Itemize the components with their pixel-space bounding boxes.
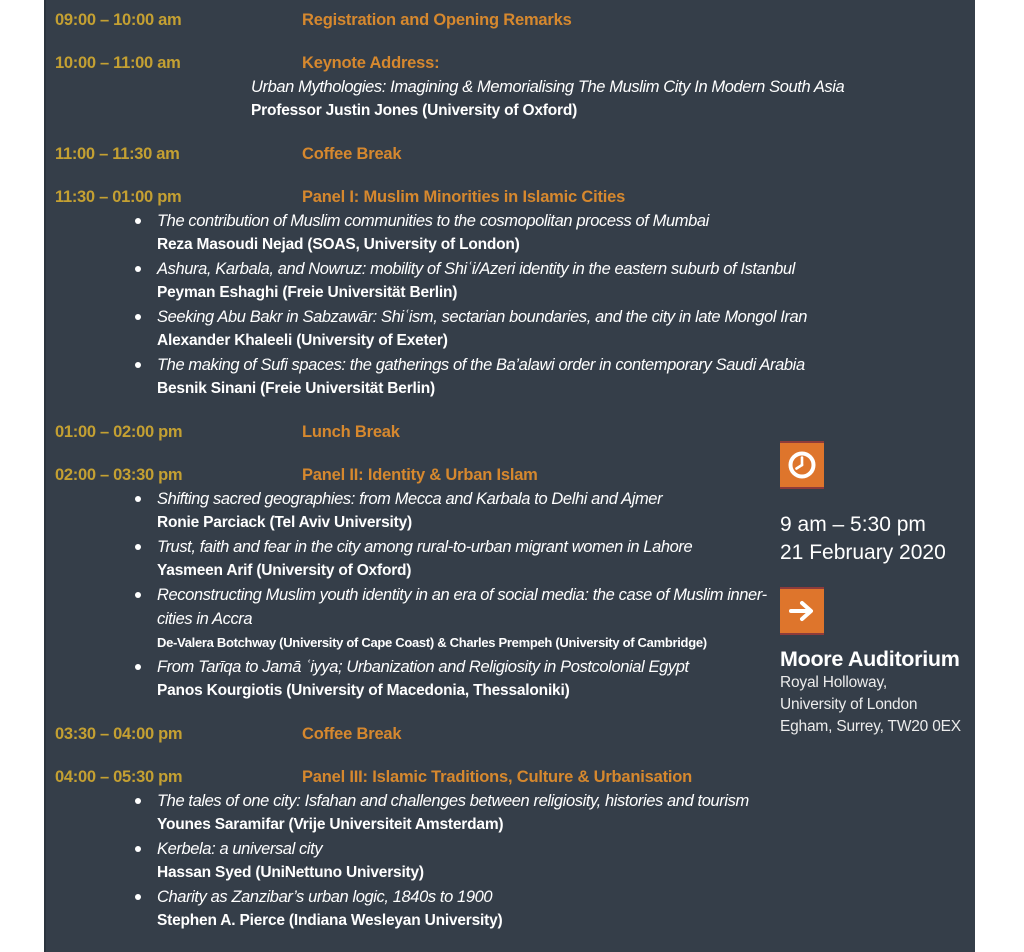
talk-speaker: Reza Masoudi Nejad (SOAS, University of London) — [157, 236, 520, 253]
venue-address-line: Royal Holloway, — [780, 674, 887, 691]
schedule-block-registration — [55, 8, 975, 32]
session-title: Panel III: Islamic Traditions, Culture & Urbanisation — [302, 768, 693, 786]
schedule-row — [55, 420, 975, 444]
event-info-sidebar — [780, 443, 980, 738]
panel-item — [133, 837, 975, 885]
session-time: 02:00 – 03:30 pm — [55, 466, 183, 484]
talk-speaker: Yasmeen Arif (University of Oxford) — [157, 562, 412, 579]
talk-speaker: Peyman Eshaghi (Freie Universität Berlin) — [157, 284, 458, 301]
schedule-row — [55, 142, 975, 166]
schedule-block-panel-3 — [55, 765, 975, 933]
keynote-details — [251, 75, 975, 123]
session-time: 09:00 – 10:00 am — [55, 11, 182, 29]
clock-icon — [780, 443, 824, 487]
talk-title: Reconstructing Muslim youth identity in an era of social media: the case of Muslim inner-cities in Accra — [157, 586, 767, 628]
talk-title: From Tarīqa to Jamā ʿiyya; Urbanization and Religiosity in Postcolonial Egypt — [157, 658, 689, 676]
talk-speaker: Younes Saramifar (Vrije Universiteit Amsterdam) — [157, 816, 504, 833]
talk-speaker: Alexander Khaleeli (University of Exeter) — [157, 332, 448, 349]
schedule-panel — [44, 0, 975, 952]
talk-title: The contribution of Muslim communities to the cosmopolitan process of Mumbai — [157, 212, 709, 230]
talk-title: Seeking Abu Bakr in Sabzawār: Shiʿism, sectarian boundaries, and the city in late Mongol Iran — [157, 308, 808, 326]
panel-item — [133, 885, 975, 933]
talk-title: Kerbela: a universal city — [157, 840, 323, 858]
schedule-row — [55, 51, 975, 75]
session-time: 03:30 – 04:00 pm — [55, 725, 183, 743]
arrow-right-icon — [780, 589, 824, 633]
schedule-block-coffee-1 — [55, 142, 975, 166]
talk-title: The making of Sufi spaces: the gatherings of the Ba’alawi order in contemporary Saudi Arabia — [157, 356, 805, 374]
talk-title: Ashura, Karbala, and Nowruz: mobility of Shiʿi/Azeri identity in the eastern suburb of Istanbul — [157, 260, 795, 278]
session-title: Coffee Break — [302, 725, 402, 743]
venue-address-line: University of London — [780, 696, 918, 713]
schedule-block-keynote — [55, 51, 975, 123]
talk-title: Urban Mythologies: Imagining & Memorialising The Muslim City In Modern South Asia — [251, 78, 845, 96]
panel-item — [133, 209, 975, 257]
talk-speaker: Hassan Syed (UniNettuno University) — [157, 864, 424, 881]
panel-item — [133, 257, 975, 305]
venue-name: Moore Auditorium — [780, 647, 960, 671]
schedule-block-lunch — [55, 420, 975, 444]
talk-title: Shifting sacred geographies: from Mecca and Karbala to Delhi and Ajmer — [157, 490, 663, 508]
talk-title: Charity as Zanzibar’s urban logic, 1840s to 1900 — [157, 888, 493, 906]
talk-speaker: Besnik Sinani (Freie Universität Berlin) — [157, 380, 435, 397]
panel-3-items — [55, 789, 975, 933]
event-date: 21 February 2020 — [780, 541, 946, 564]
session-title: Panel II: Identity & Urban Islam — [302, 466, 538, 484]
session-time: 04:00 – 05:30 pm — [55, 768, 183, 786]
session-time: 01:00 – 02:00 pm — [55, 423, 183, 441]
panel-1-items — [55, 209, 975, 401]
talk-speaker: Ronie Parciack (Tel Aviv University) — [157, 514, 412, 531]
talk-speaker: Stephen A. Pierce (Indiana Wesleyan University) — [157, 912, 503, 929]
session-time: 11:30 – 01:00 pm — [55, 188, 182, 206]
talk-title: Trust, faith and fear in the city among rural-to-urban migrant women in Lahore — [157, 538, 693, 556]
schedule-row — [55, 765, 975, 789]
session-title: Lunch Break — [302, 423, 400, 441]
event-time-range: 9 am – 5:30 pm — [780, 513, 926, 536]
session-time: 11:00 – 11:30 am — [55, 145, 180, 163]
talk-speaker: Panos Kourgiotis (University of Macedonia, Thessaloniki) — [157, 682, 570, 699]
schedule-row — [55, 8, 975, 32]
session-title: Coffee Break — [302, 145, 402, 163]
session-title: Keynote Address: — [302, 54, 440, 72]
talk-title: The tales of one city: Isfahan and challenges between religiosity, histories and tourism — [157, 792, 749, 810]
schedule-row — [55, 185, 975, 209]
panel-item — [133, 789, 975, 837]
venue-address-line: Egham, Surrey, TW20 0EX — [780, 718, 961, 735]
panel-item — [133, 305, 975, 353]
session-title: Registration and Opening Remarks — [302, 11, 572, 29]
panel-item — [133, 353, 975, 401]
talk-speaker: Professor Justin Jones (University of Oxford) — [251, 102, 578, 119]
talk-speaker: De-Valera Botchway (University of Cape Coast) & Charles Prempeh (University of Cambridge) — [157, 635, 707, 650]
session-time: 10:00 – 11:00 am — [55, 54, 181, 72]
schedule-block-panel-1 — [55, 185, 975, 401]
session-title: Panel I: Muslim Minorities in Islamic Cities — [302, 188, 626, 206]
